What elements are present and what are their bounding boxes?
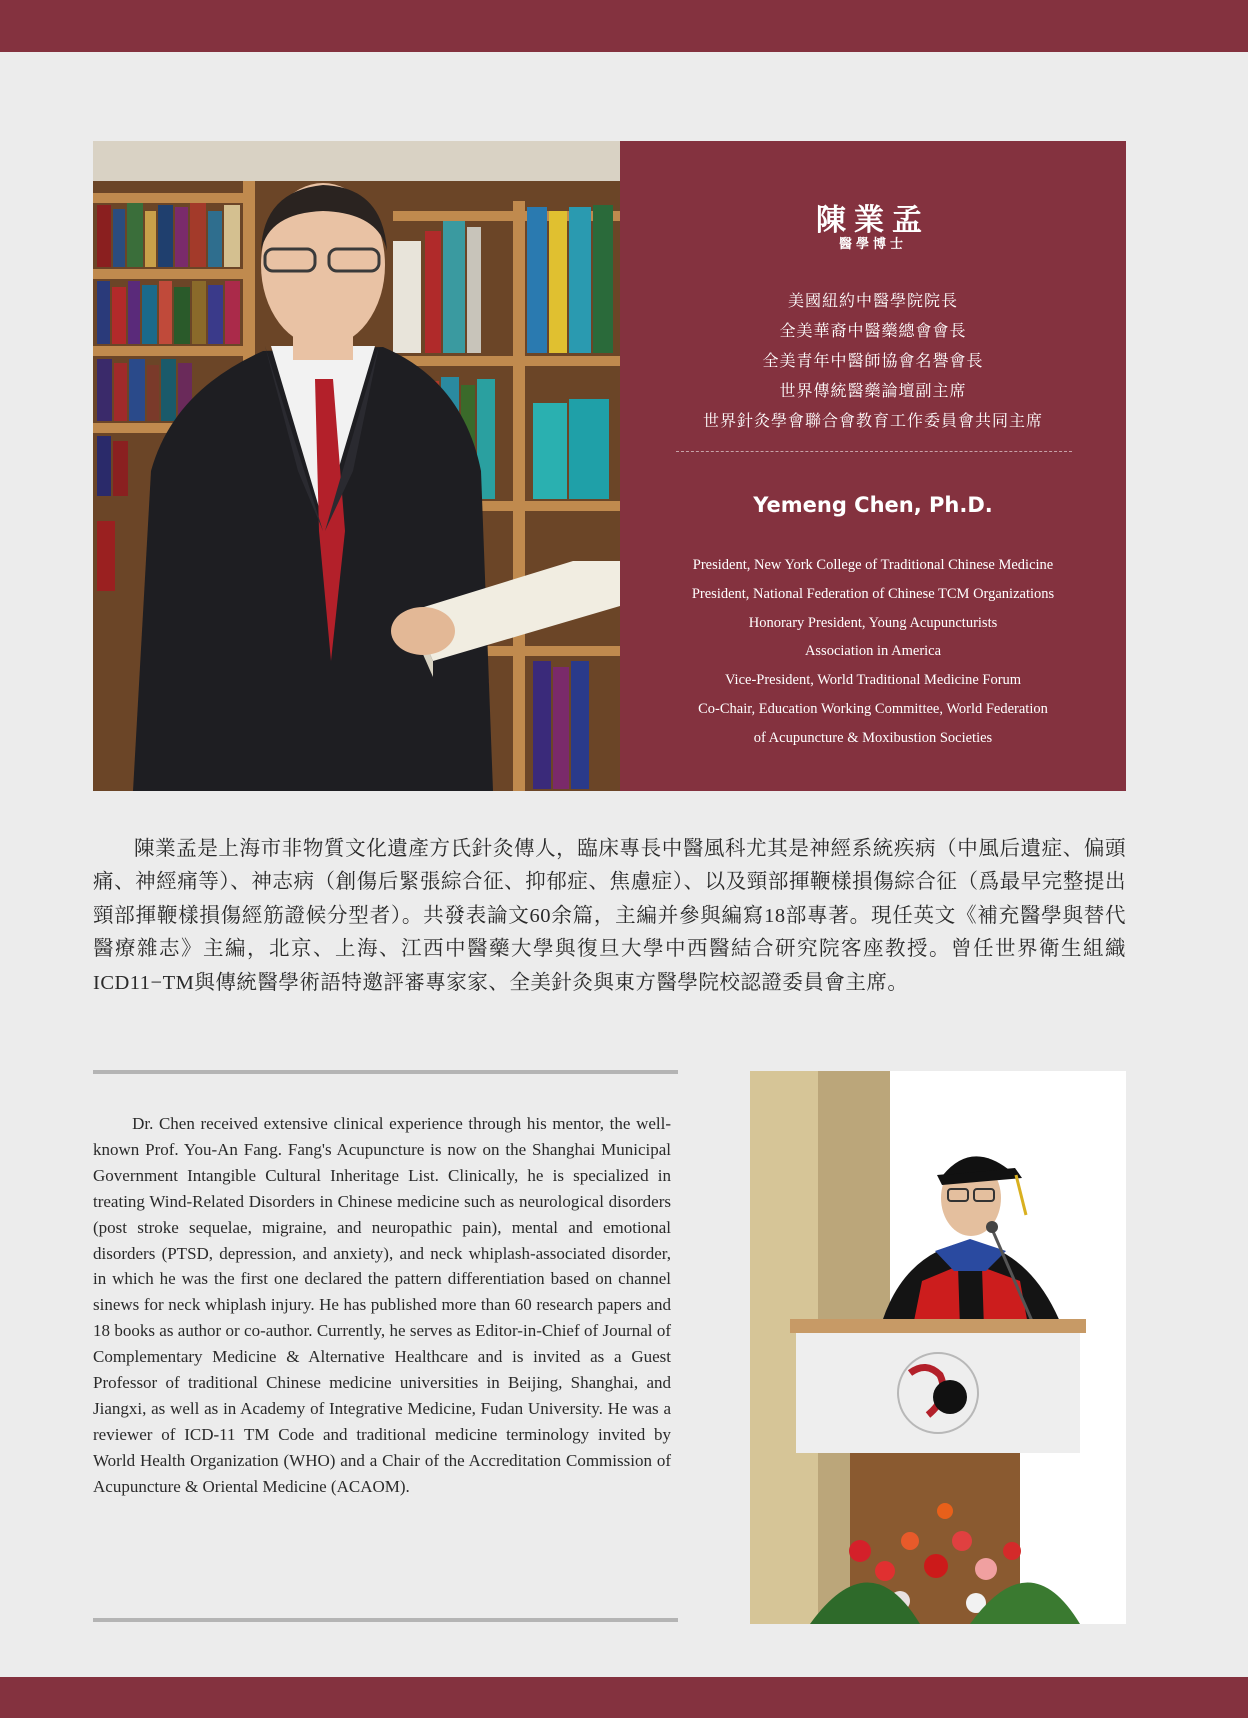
chinese-title: 世界傳統醫藥論壇副主席 [779, 383, 967, 400]
chinese-degree: 醫學博士 [838, 236, 907, 251]
bio-title-panel [620, 141, 1126, 791]
top-band [0, 0, 1248, 52]
english-title: President, National Federation of Chinese TCM Organizations [691, 585, 1055, 602]
dotted-divider [676, 451, 1072, 452]
english-title: of Acupuncture & Moxibustion Societies [753, 729, 993, 746]
english-title: President, New York College of Traditional Chinese Medicine [692, 557, 1054, 573]
english-name: Yemeng Chen, Ph.D. [753, 493, 993, 517]
podium-photo [750, 1071, 1126, 1624]
chinese-name: 陳業孟 [816, 204, 930, 237]
chinese-title: 美國紐約中醫學院院長 [787, 293, 958, 310]
english-biography: Dr. Chen received extensive clinical experience through his mentor, the well-known Prof. You-An Fang. Fang's Acupuncture is now on the Shanghai Municipal Government Intangible Cultural Inheritage List. Clinically, he is specialized in treating Wind-Related Disorders in Chinese medicine such as neurological disorders (post stroke sequelae, migraine, and neuropathic pain), mental and emotional disorders (PTSD, depression, and anxiety), and neck whiplash-associated disorder, in which he was the first one declared the pattern differentiation based on channel sinews for neck whiplash injury. He has published more than 60 research papers and 18 books as author or co-author. Currently, he serves as Editor-in-Chief of Journal of Complementary Medicine & Alternative Healthcare and is invited as a Guest Professor of traditional Chinese medicine universities in Beijing, Shanghai, and Jiangxi, as well as in Academy of Integrative Medicine, Fudan University. He was a reviewer of ICD-11 TM Code and traditional medicine terminology invited by World Health Organization (WHO) and a Chair of the Accreditation Commission of Acupuncture & Oriental Medicine (ACAOM). [93, 1114, 671, 1496]
portrait-photo [93, 141, 620, 791]
english-title: Vice-President, World Traditional Medicine Forum [724, 672, 1022, 689]
hero-section [93, 141, 1126, 791]
chinese-title: 世界針灸學會聯合會教育工作委員會共同主席 [702, 413, 1043, 430]
english-title: Association in America [804, 643, 942, 660]
chinese-titles-list [620, 287, 1126, 437]
chinese-title: 全美青年中醫師協會名譽會長 [762, 353, 984, 370]
chinese-title: 全美華裔中醫藥總會會長 [779, 323, 967, 340]
section-divider-top [93, 1070, 678, 1074]
chinese-biography: 陳業孟是上海市非物質文化遺產方氏針灸傳人，臨床專長中醫風科尤其是神經系統疾病（中風后遺症、偏頭痛、神經痛等）、神志病（創傷后緊張綜合征、抑郁症、焦慮症）、以及頸部揮鞭樣損傷綜合征（爲最早完整提出頸部揮鞭樣損傷經筋證候分型者）。共發表論文60余篇，主編并參與編寫18部專著。現任英文《補充醫學與替代醫療雜志》主編，北京、上海、江西中醫藥大學與復旦大學中西醫結合研究院客座教授。曾任世界衛生組織ICD11−TM與傳統醫學術語特邀評審專家家、全美針灸與東方醫學院校認證委員會主席。 [93, 838, 1126, 994]
english-title: Honorary President, Young Acupuncturists [748, 614, 998, 631]
bottom-band [0, 1677, 1248, 1718]
section-divider-bottom [93, 1618, 678, 1622]
english-title: Co-Chair, Education Working Committee, World Federation [698, 700, 1048, 717]
english-titles-list [620, 551, 1126, 753]
